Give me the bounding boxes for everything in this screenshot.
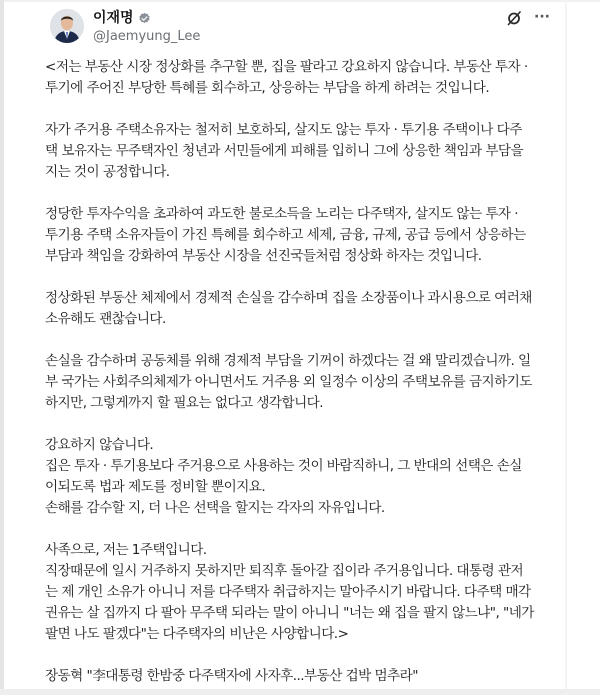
avatar[interactable] bbox=[50, 9, 84, 43]
verified-badge-icon bbox=[138, 12, 151, 25]
more-options-icon[interactable]: ··· bbox=[534, 9, 550, 25]
post-line: 자가 주거용 주택소유자는 철저히 보호하되, 살지도 않는 투자 · 투기용 주택이나 다주 bbox=[45, 122, 522, 138]
post-line: 이되도록 법과 제도를 정비할 뿐이지요. bbox=[45, 479, 266, 495]
post-line: 직장때문에 일시 거주하지 못하지만 퇴직후 돌아갈 집이라 주거용입니다. 대통령 관저 bbox=[45, 563, 524, 579]
post-paragraph-1 bbox=[45, 57, 560, 99]
post-line: <저는 부동산 시장 정상화를 추구할 뿐, 집을 팔라고 강요하지 않습니다. 부동산 투자 · bbox=[45, 59, 528, 75]
author-name[interactable]: 이재명 bbox=[93, 10, 134, 26]
bottom-edge bbox=[0, 689, 600, 695]
post-paragraph-3 bbox=[45, 204, 560, 267]
post-paragraph-5 bbox=[45, 351, 560, 414]
post-line: 부 국가는 사회주의체제가 아니면서도 거주용 외 일정수 이상의 주택보유를 금지하기도 bbox=[45, 374, 532, 390]
post-line: 택 보유자는 무주택자인 청년과 서민들에게 피해를 입히니 그에 상응한 책임과 부담을 bbox=[45, 143, 524, 159]
post-line: 부담과 책임을 강화하여 부동산 시장을 선진국들처럼 정상화 하자는 것입니다. bbox=[45, 248, 482, 264]
news-headline bbox=[45, 666, 560, 687]
post-paragraph-7 bbox=[45, 540, 560, 645]
right-divider bbox=[565, 0, 567, 689]
post-line: 손실을 감수하며 공동체를 위해 경제적 부담을 기꺼이 하겠다는 걸 왜 말리겠습니까. 일 bbox=[45, 353, 531, 369]
post-line: 정당한 투자수익을 초과하여 과도한 불로소득을 노리는 다주택자, 살지도 않는 투자 · bbox=[45, 206, 519, 222]
post-line: 정상화된 부동산 체제에서 경제적 손실을 감수하며 집을 소장품이나 과시용으로 여러채 bbox=[45, 290, 532, 306]
avatar-portrait-icon bbox=[50, 9, 84, 43]
post-line: 투기용 주택 소유자들이 가진 특혜를 회수하고 세제, 금융, 규제, 공급 등에서 상응하는 bbox=[45, 227, 526, 243]
post-paragraph-2 bbox=[45, 120, 560, 183]
post-line: 사족으로, 저는 1주택입니다. bbox=[45, 542, 207, 558]
author-handle[interactable]: @Jaemyung_Lee bbox=[93, 29, 201, 44]
author-name-row bbox=[93, 9, 151, 27]
post-line: 지는 것이 공정합니다. bbox=[45, 164, 170, 180]
post-line: 소유해도 괜찮습니다. bbox=[45, 311, 166, 327]
post-line: 손해를 감수할 지, 더 나은 선택을 할지는 각자의 자유입니다. bbox=[45, 500, 385, 516]
post-line: 는 제 개인 소유가 아니니 저를 다주택자 취급하지는 말아주시기 바랍니다. 다주택 매각 bbox=[45, 584, 531, 600]
post-line: 하지만, 그렇게까지 할 필요는 없다고 생각합니다. bbox=[45, 395, 324, 411]
post-paragraph-4 bbox=[45, 288, 560, 330]
post-line: 팔면 나도 팔겠다"는 다주택자의 비난은 사양합니다.> bbox=[45, 626, 349, 642]
post-body bbox=[45, 57, 560, 695]
post-line: 집은 투자 · 투기용보다 주거용으로 사용하는 것이 바람직하니, 그 반대의 선택은 손실 bbox=[45, 458, 522, 474]
headline-line: 장동혁 "李대통령 한밤중 다주택자에 사자후...부동산 겁박 멈추라" bbox=[45, 668, 418, 684]
post-paragraph-6 bbox=[45, 435, 560, 519]
post-line: 강요하지 않습니다. bbox=[45, 437, 154, 453]
post-line: 권유는 살 집까지 다 팔아 무주택 되라는 말이 아니니 "너는 왜 집을 팔지 않느냐", "네가 bbox=[45, 605, 534, 621]
post-line: 투기에 주어진 부당한 특혜를 회수하고, 상응하는 부담을 하게 하려는 것입니다. bbox=[45, 80, 490, 96]
grok-icon[interactable] bbox=[506, 10, 522, 26]
